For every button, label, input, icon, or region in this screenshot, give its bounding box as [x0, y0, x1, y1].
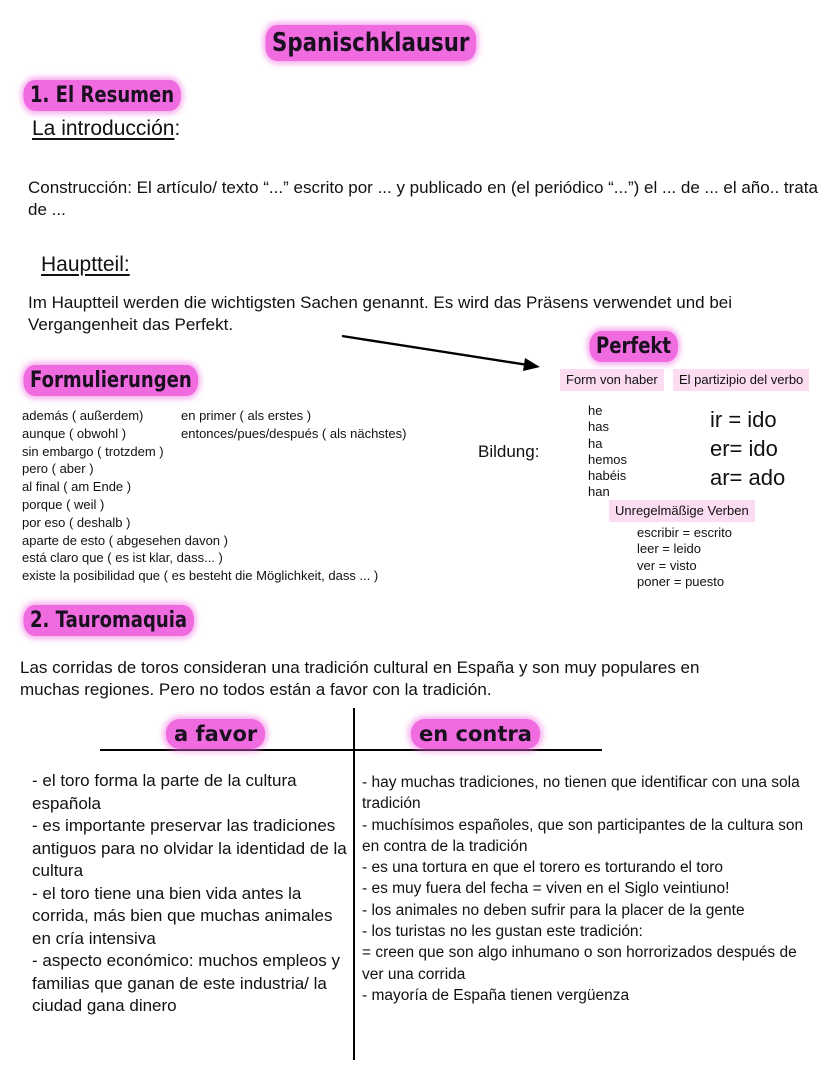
- column-heading-a-favor: a favor: [174, 722, 258, 746]
- haber-forms-list: [588, 403, 627, 501]
- hauptteil-text: Im Hauptteil werden die wichtigsten Sachen genannt. Es wird das Präsens verwendet und bei Vergangenheit das Perfekt.: [28, 293, 733, 334]
- arrow-icon: [330, 330, 550, 375]
- list-item: - el toro tiene una bien vida antes la corrida, más bien que muchas animales en cría intensiva: [32, 883, 333, 948]
- list-item: además ( außerdem): [22, 408, 144, 423]
- list-item: en primer ( als erstes ): [181, 408, 312, 423]
- tag-unregelmaessige-verben: Unregelmäßige Verben: [609, 500, 755, 522]
- bildung-label: Bildung:: [478, 442, 540, 461]
- table-vertical-rule: [353, 708, 355, 1060]
- list-item: ar= ado: [710, 465, 786, 490]
- list-item: ir = ido: [710, 407, 777, 432]
- list-item: = creen que son algo inhumano o son horrorizados después de ver una corrida: [362, 944, 797, 983]
- formulierungen-list-2: [181, 407, 461, 443]
- list-item: al final ( am Ende ): [22, 479, 132, 495]
- list-item: está claro que ( es ist klar, dass... ): [22, 550, 223, 566]
- list-item: hemos: [588, 451, 628, 467]
- list-item: - es muy fuera del fecha = viven en el Siglo veintiuno!: [362, 880, 730, 898]
- list-item: - es importante preservar las tradiciones antiguos para no olvidar la identidad de la cultura: [32, 816, 347, 880]
- list-item: - mayoría de España tienen vergüenza: [362, 986, 630, 1004]
- intro-heading-colon: :: [174, 117, 181, 140]
- list-item: ha: [588, 435, 603, 451]
- page-title: Spanischklausur: [272, 28, 470, 58]
- list-item: - es una tortura en que el torero es torturando el toro: [362, 859, 724, 877]
- list-item: porque ( weil ): [22, 496, 105, 512]
- list-item: poner = puesto: [637, 573, 725, 589]
- intro-heading: [32, 117, 180, 141]
- tag-form-von-haber: Form von haber: [560, 369, 664, 391]
- irregular-verbs-list: [637, 525, 732, 590]
- contra-list: [362, 772, 814, 1006]
- list-item: aunque ( obwohl ): [22, 425, 127, 441]
- column-heading-en-contra: en contra: [419, 722, 532, 746]
- list-item: - aspecto económico: muchos empleos y familias que ganan de este industria/ la ciudad gana dinero: [32, 951, 341, 1015]
- list-item: por eso ( deshalb ): [22, 514, 131, 530]
- hauptteil-heading: Hauptteil:: [41, 253, 130, 276]
- list-item: has: [588, 419, 609, 435]
- list-item: pero ( aber ): [22, 461, 94, 477]
- section-heading-formulierungen: Formulierungen: [30, 368, 192, 393]
- tauromaquia-intro: Las corridas de toros consideran una tradición cultural en España y son muy populares en muchas regiones. Pero no todos están a favor con la tradición.: [20, 658, 700, 699]
- list-item: ver = visto: [637, 557, 697, 573]
- table-horizontal-rule: [100, 749, 602, 751]
- list-item: habéis: [588, 468, 627, 484]
- endings-list: [710, 405, 785, 492]
- construction-text: Construcción: El artículo/ texto “...” escrito por ... y publicado en (el periódico “...”) el ... de ... el año.. trata de ...: [28, 178, 818, 219]
- list-item: han: [588, 484, 610, 500]
- list-item: escribir = escrito: [637, 525, 732, 540]
- section-heading-tauromaquia: 2. Tauromaquia: [30, 608, 188, 633]
- intro-heading-text: La introducción: [32, 117, 175, 140]
- list-item: - los animales no deben sufrir para la placer de la gente: [362, 901, 745, 919]
- tag-partizipio: El partizipio del verbo: [673, 369, 809, 391]
- favor-list: [32, 770, 350, 1018]
- list-item: - el toro forma la parte de la cultura española: [32, 771, 297, 813]
- list-item: he: [588, 403, 603, 418]
- list-item: existe la posibilidad que ( es besteht die Möglichkeit, dass ... ): [22, 568, 379, 584]
- list-item: sin embargo ( trotzdem ): [22, 443, 164, 459]
- list-item: - hay muchas tradiciones, no tienen que identificar con una sola tradición: [362, 774, 800, 813]
- section-heading-resumen: 1. El Resumen: [30, 83, 175, 108]
- list-item: er= ido: [710, 436, 778, 461]
- list-item: - muchísimos españoles, que son participantes de la cultura son en contra de la tradición: [362, 816, 804, 855]
- list-item: aparte de esto ( abgesehen davon ): [22, 532, 228, 548]
- list-item: entonces/pues/después ( als nächstes): [181, 425, 407, 441]
- list-item: leer = leido: [637, 541, 701, 557]
- section-heading-perfekt: Perfekt: [596, 334, 672, 359]
- list-item: - los turistas no les gustan este tradición:: [362, 923, 643, 941]
